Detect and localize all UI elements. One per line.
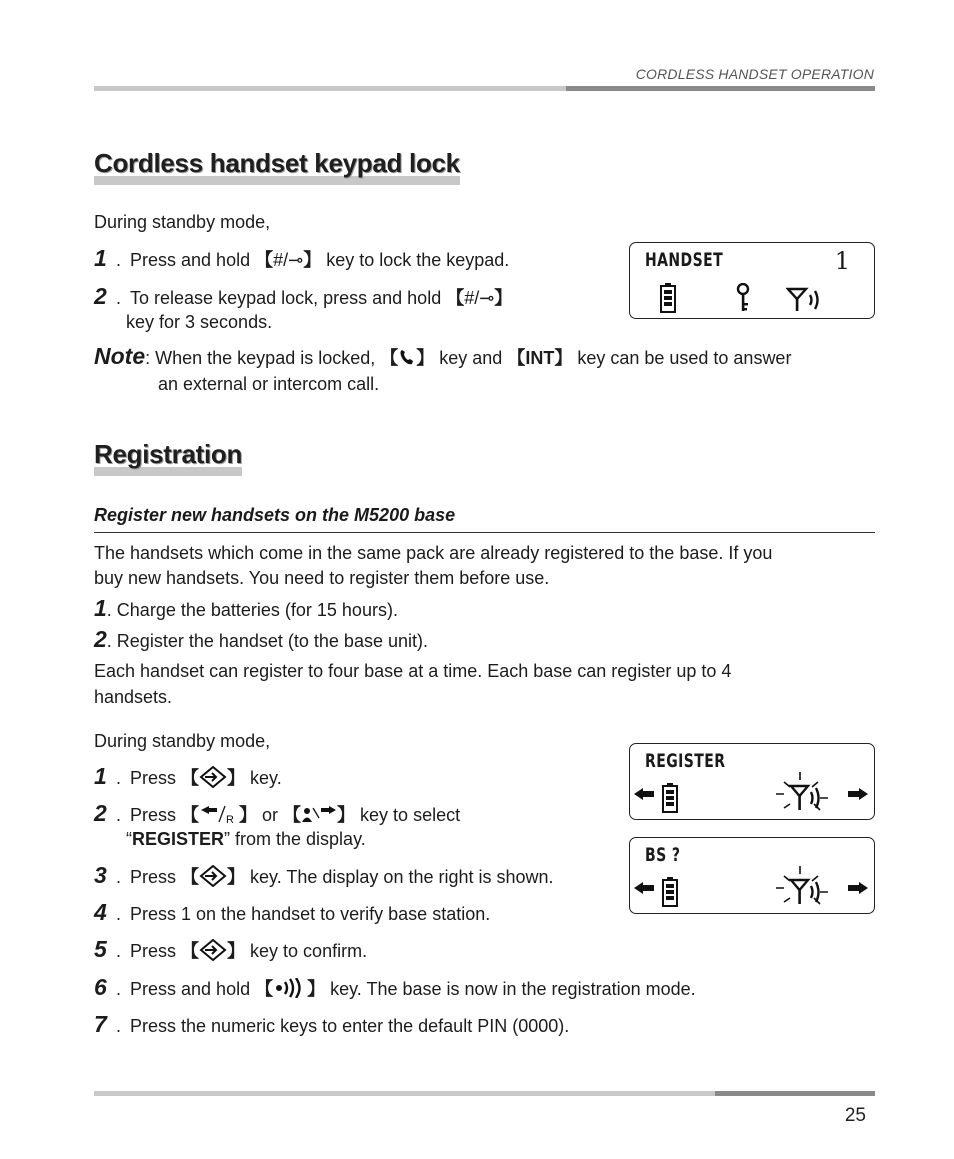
running-header: CORDLESS HANDSET OPERATION (635, 66, 874, 82)
key-icon (736, 283, 750, 313)
lcd-display-register (629, 743, 875, 820)
left-arrow-icon (634, 788, 654, 800)
registration-pre-step-2: 2. Register the handset (to the base unit). (94, 626, 428, 652)
registration-para2-line2: handsets. (94, 687, 173, 707)
battery-icon (662, 783, 678, 813)
antenna-icon (786, 287, 826, 313)
svg-text:R: R (226, 814, 234, 824)
right-arrow-icon (848, 788, 868, 800)
paging-icon (273, 978, 307, 1004)
lcd-title: REGISTER (645, 750, 726, 772)
registration-step-6: 6 . Press and hold 【 】 key. The base is now in the registration mode. (94, 975, 696, 1004)
registration-intro: During standby mode, (94, 731, 271, 751)
keypad-lock-step-2-line2: key for 3 seconds. (126, 312, 273, 332)
footer-rule (94, 1091, 875, 1096)
registration-step-2: 2 . Press 【 R 】 or 【 】 key to select (94, 801, 460, 830)
registration-para1-line2: buy new handsets. You need to register them before use. (94, 568, 550, 588)
keypad-lock-note-line2: an external or intercom call. (158, 374, 380, 394)
left-arrow-icon (634, 882, 654, 894)
registration-pre-step-1: 1. Charge the batteries (for 15 hours). (94, 595, 398, 621)
registration-para2-line1: Each handset can register to four base at a time. Each base can register up to 4 (94, 661, 732, 681)
keypad-lock-step-1: 1 . Press and hold 【#/⊸】 key to lock the keypad. (94, 245, 510, 271)
registration-step-7: 7 . Press the numeric keys to enter the default PIN (0000). (94, 1011, 570, 1037)
lcd-title: BS ? (645, 844, 681, 866)
right-arrow-icon (848, 882, 868, 894)
section-title-registration: Registration (94, 439, 242, 470)
battery-icon (662, 877, 678, 907)
section-title-keypad-lock: Cordless handset keypad lock (94, 148, 460, 179)
battery-icon (660, 283, 676, 313)
keypad-lock-step-2: 2 . To release keypad lock, press and hold 【#/⊸】 (94, 283, 513, 309)
lcd-title: HANDSET (645, 249, 724, 271)
menu-ok-icon (199, 865, 227, 893)
antenna-flashing-icon (774, 866, 838, 910)
registration-step-2-line2: “REGISTER” from the display. (126, 829, 366, 849)
registration-subheading: Register new handsets on the M5200 base (94, 505, 875, 533)
keypad-lock-intro: During standby mode, (94, 212, 271, 232)
lcd-handset-number: 1 (834, 247, 850, 275)
registration-step-5: 5 . Press 【 】 key to confirm. (94, 937, 367, 967)
registration-step-4: 4 . Press 1 on the handset to verify base station. (94, 899, 491, 925)
page-number: 25 (844, 1105, 866, 1126)
antenna-flashing-icon (774, 772, 838, 816)
phone-handset-icon (398, 348, 416, 372)
registration-step-1: 1 . Press 【 】 key. (94, 764, 282, 794)
menu-ok-icon (199, 939, 227, 967)
lcd-display-bs (629, 837, 875, 914)
registration-step-3: 3 . Press 【 】 key. The display on the right is shown. (94, 863, 554, 893)
lcd-display-handset (629, 242, 875, 319)
registration-para1-line1: The handsets which come in the same pack are already registered to the base. If you (94, 543, 773, 563)
menu-ok-icon (199, 766, 227, 794)
keypad-lock-note: Note: When the keypad is locked, 【 】 key and 【INT】 key can be used to answer (94, 344, 884, 372)
header-rule (94, 86, 875, 91)
